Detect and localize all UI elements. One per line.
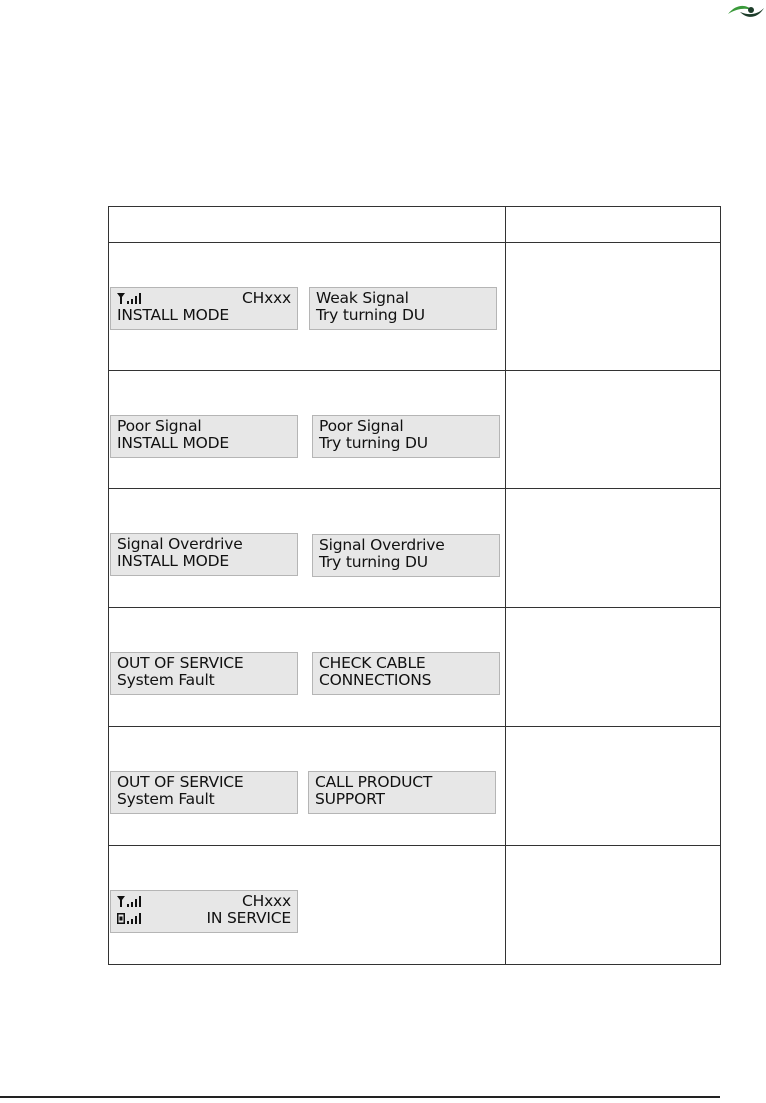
signal-bars-icon <box>127 913 141 924</box>
description-cell <box>506 727 721 846</box>
display-cell <box>109 371 506 489</box>
lcd-line-2: Try turning DU <box>316 306 425 324</box>
footer-divider <box>0 1096 720 1098</box>
display-cell <box>109 727 506 846</box>
lcd-channel-text: CHxxx <box>242 892 291 910</box>
display-cell <box>109 846 506 965</box>
lcd-line-1 <box>117 290 291 307</box>
lcd-line-1: Signal Overdrive <box>117 535 243 553</box>
lcd-display <box>110 890 298 933</box>
lcd-display <box>312 534 500 577</box>
lcd-messages-table <box>108 206 721 965</box>
signal-bars-icon <box>127 896 141 907</box>
description-cell <box>506 608 721 727</box>
table-row <box>109 243 721 371</box>
lcd-line-1: Signal Overdrive <box>319 536 445 554</box>
brand-logo-icon <box>726 0 766 20</box>
lcd-display <box>110 771 298 814</box>
lcd-line-2 <box>117 910 291 927</box>
lcd-status-text: IN SERVICE <box>206 909 291 927</box>
status-icons <box>117 913 141 924</box>
description-cell <box>506 489 721 608</box>
lcd-line-2: Try turning DU <box>319 553 428 571</box>
lcd-display <box>110 533 298 576</box>
signal-bars-icon <box>127 293 141 304</box>
lcd-line-2: System Fault <box>117 790 215 808</box>
status-icons <box>117 293 141 304</box>
lcd-display <box>312 415 500 458</box>
lcd-display <box>110 287 298 330</box>
lcd-line-2: INSTALL MODE <box>117 434 229 452</box>
table-header-row <box>109 207 721 243</box>
lcd-line-2: CONNECTIONS <box>319 671 432 689</box>
table-row <box>109 489 721 608</box>
header-cell-display <box>109 207 506 243</box>
lcd-line-2: Try turning DU <box>319 434 428 452</box>
antenna-icon <box>117 896 125 907</box>
lcd-channel-text: CHxxx <box>242 289 291 307</box>
description-cell <box>506 371 721 489</box>
lcd-line-1: Poor Signal <box>319 417 404 435</box>
header-cell-description <box>506 207 721 243</box>
description-cell <box>506 243 721 371</box>
lcd-display <box>309 287 497 330</box>
antenna-icon <box>117 293 125 304</box>
lcd-line-2: INSTALL MODE <box>117 552 229 570</box>
lcd-line-1 <box>117 893 291 910</box>
lcd-display <box>110 652 298 695</box>
table-row <box>109 846 721 965</box>
lcd-line-2: System Fault <box>117 671 215 689</box>
lcd-line-1: OUT OF SERVICE <box>117 654 244 672</box>
display-cell <box>109 489 506 608</box>
table-row <box>109 371 721 489</box>
status-icons <box>117 896 141 907</box>
lcd-display <box>312 652 500 695</box>
lcd-line-1: Weak Signal <box>316 289 409 307</box>
display-cell <box>109 608 506 727</box>
lcd-line-1: Poor Signal <box>117 417 202 435</box>
lcd-line-1: CALL PRODUCT <box>315 773 433 791</box>
table-row <box>109 608 721 727</box>
description-cell <box>506 846 721 965</box>
lcd-line-1: CHECK CABLE <box>319 654 426 672</box>
lcd-line-1: OUT OF SERVICE <box>117 773 244 791</box>
lcd-line-2: SUPPORT <box>315 790 385 808</box>
table-row <box>109 727 721 846</box>
display-cell <box>109 243 506 371</box>
battery-icon <box>117 913 125 924</box>
lcd-display <box>308 771 496 814</box>
lcd-display <box>110 415 298 458</box>
lcd-line-2: INSTALL MODE <box>117 306 229 324</box>
